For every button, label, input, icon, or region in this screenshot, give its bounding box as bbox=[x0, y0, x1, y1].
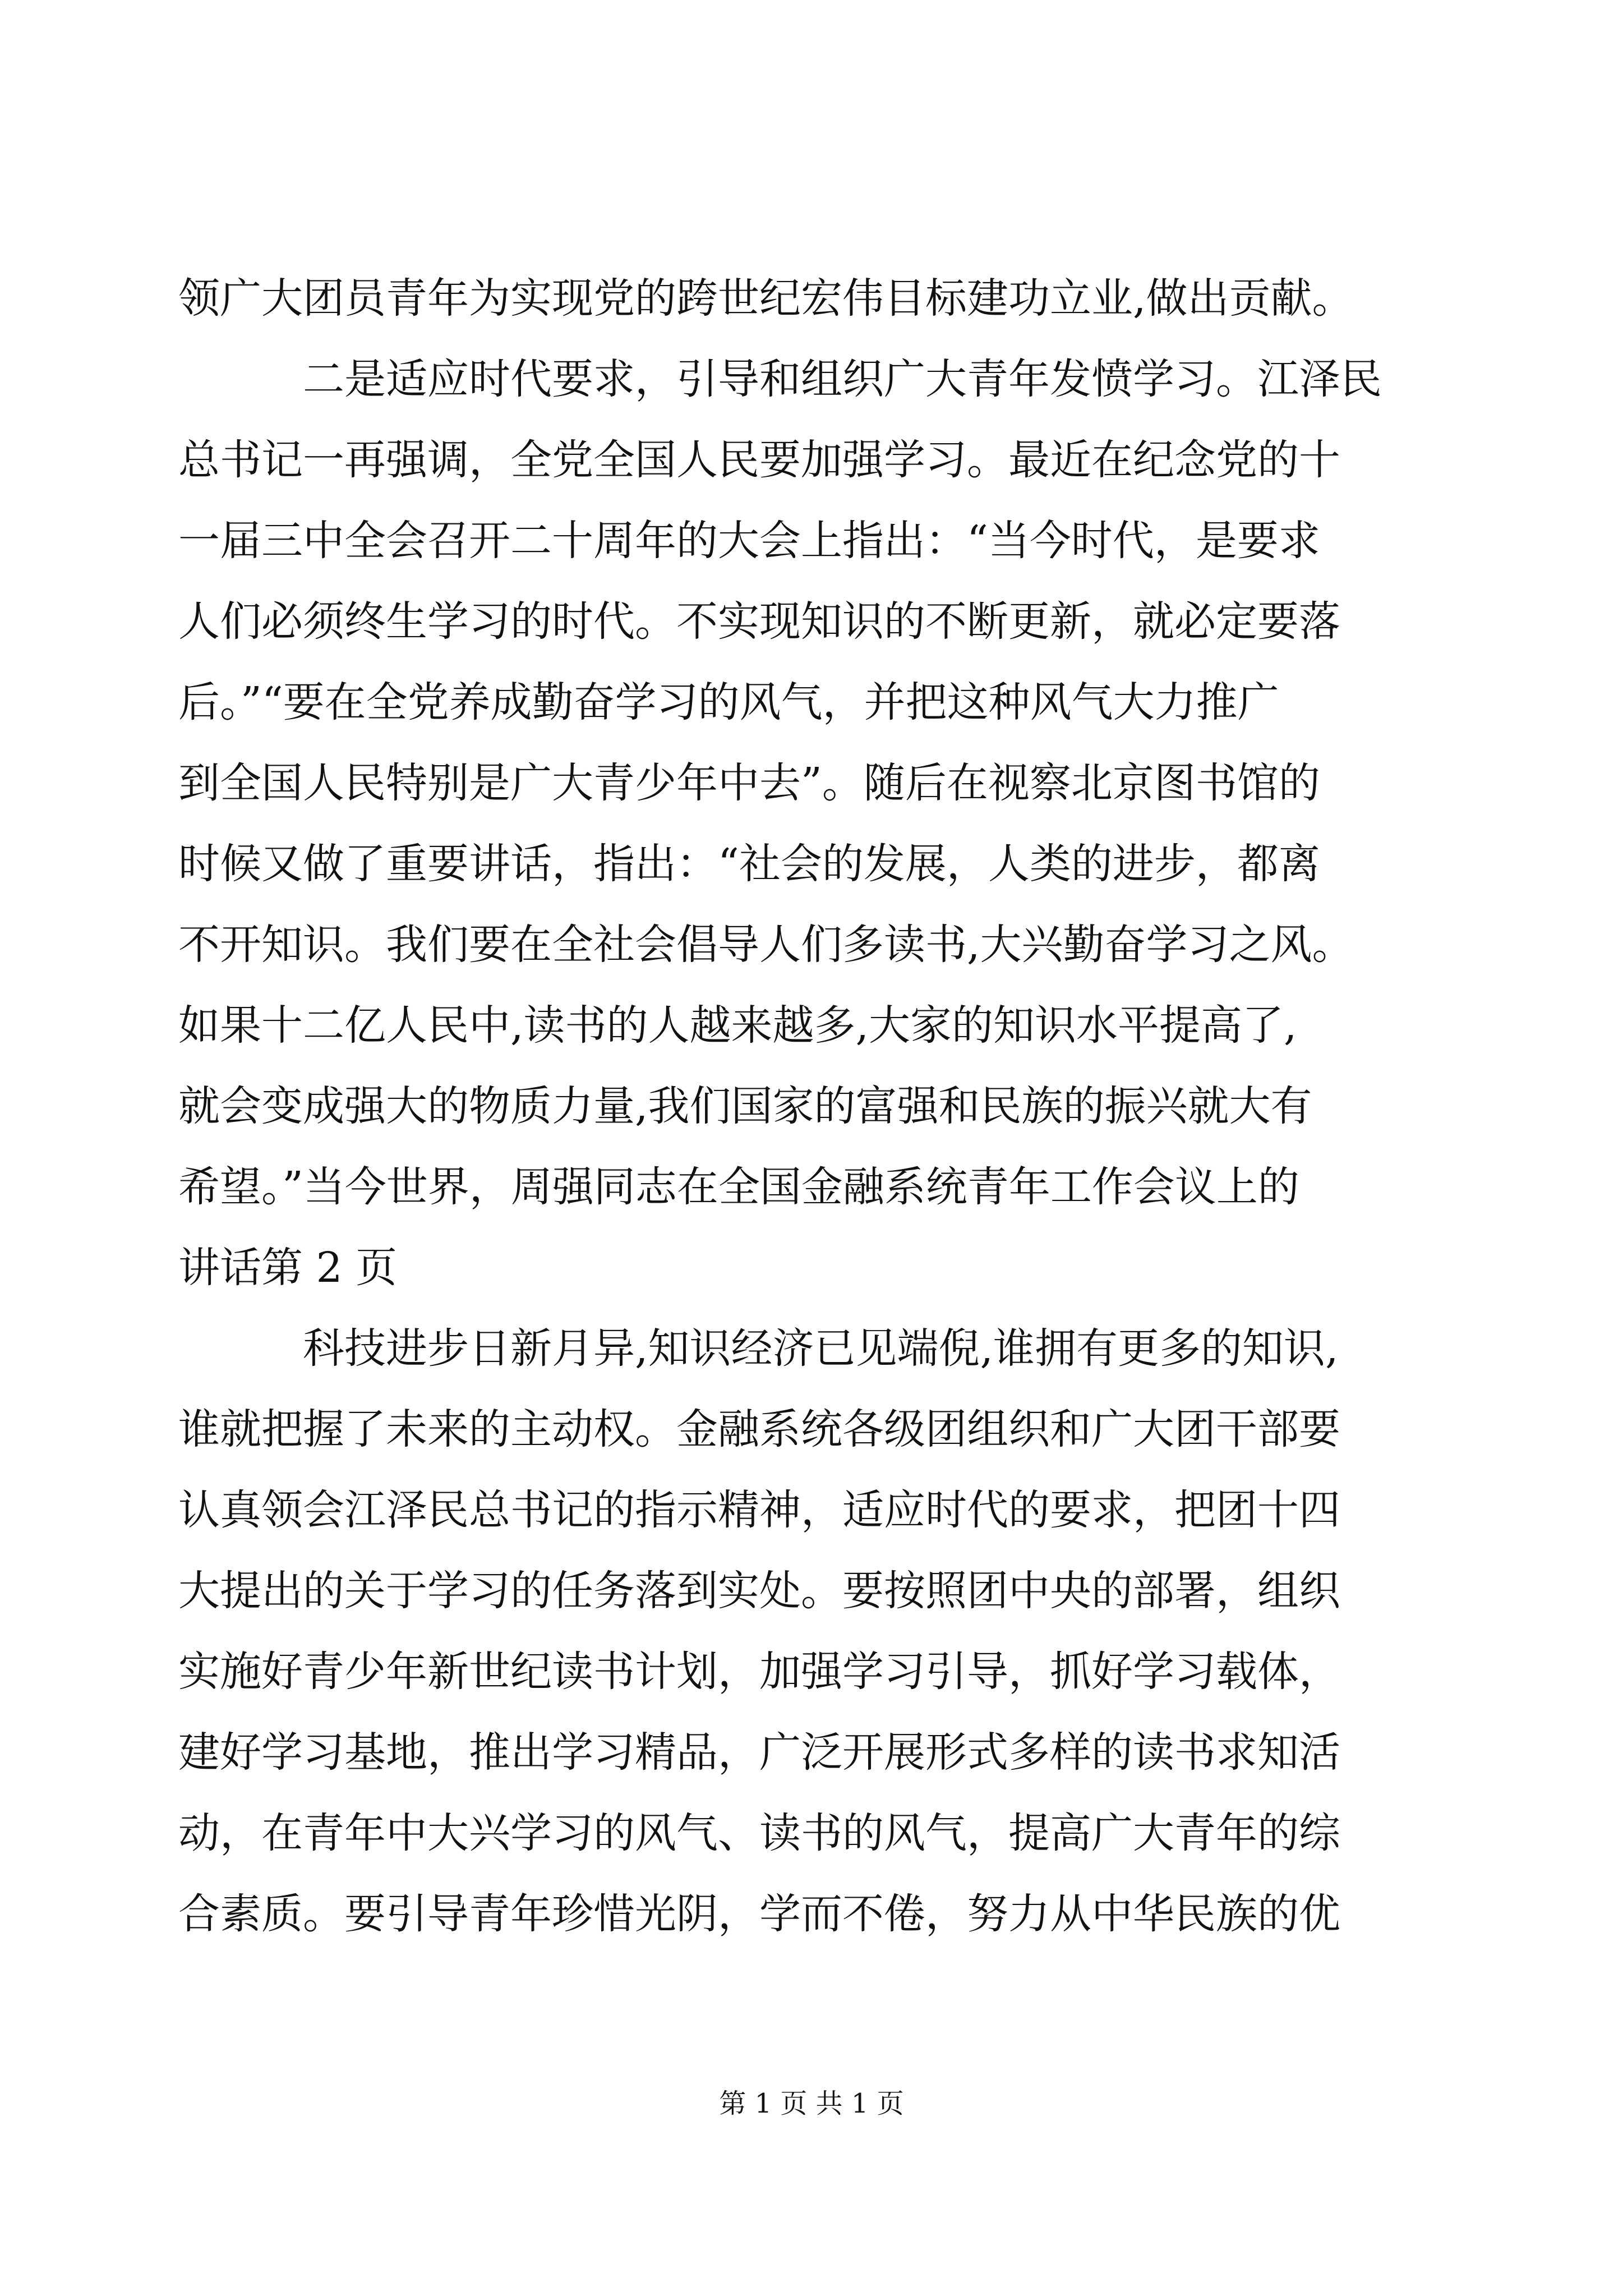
text-line: 到全国人民特别是广大青少年中去”。随后在视察北京图书馆的 bbox=[178, 759, 1320, 807]
text-line: 时候又做了重要讲话，指出：“社会的发展，人类的进步，都离 bbox=[178, 840, 1320, 888]
text-line: 动，在青年中大兴学习的风气、读书的风气，提高广大青年的综 bbox=[178, 1809, 1340, 1857]
text-line: 认真领会江泽民总书记的指示精神，适应时代的要求，把团十四 bbox=[178, 1486, 1340, 1534]
page-number-label: 第 1 页 共 1 页 bbox=[719, 2088, 904, 2119]
text-line: 大提出的关于学习的任务落到实处。要按照团中央的部署，组织 bbox=[178, 1567, 1340, 1615]
text-line-paragraph-start: 科技进步日新月异,知识经济已见端倪,谁拥有更多的知识, bbox=[303, 1324, 1339, 1373]
text-line: 人们必须终生学习的时代。不实现知识的不断更新，就必定要落 bbox=[178, 597, 1340, 646]
body-text bbox=[178, 258, 1446, 1954]
text-line: 领广大团员青年为实现党的跨世纪宏伟目标建功立业,做出贡献。 bbox=[178, 274, 1354, 323]
text-line: 一届三中全会召开二十周年的大会上指出：“当今时代，是要求 bbox=[178, 517, 1320, 565]
text-line: 实施好青少年新世纪读书计划，加强学习引导，抓好学习载体， bbox=[178, 1648, 1340, 1696]
text-line: 就会变成强大的物质力量,我们国家的富强和民族的振兴就大有 bbox=[178, 1082, 1312, 1130]
text-line: 后。”“要在全党养成勤奋学习的风气，并把这种风气大力推广 bbox=[178, 678, 1279, 726]
text-line: 希望。”当今世界，周强同志在全国金融系统青年工作会议上的 bbox=[178, 1163, 1299, 1211]
text-line: 不开知识。我们要在全社会倡导人们多读书,大兴勤奋学习之风。 bbox=[178, 921, 1354, 969]
text-line: 谁就把握了未来的主动权。金融系统各级团组织和广大团干部要 bbox=[178, 1405, 1340, 1453]
text-line: 讲话第 2 页 bbox=[178, 1244, 398, 1292]
text-line: 合素质。要引导青年珍惜光阴，学而不倦，努力从中华民族的优 bbox=[178, 1890, 1340, 1938]
page-footer bbox=[0, 2087, 1623, 2120]
text-line: 建好学习基地，推出学习精品，广泛开展形式多样的读书求知活 bbox=[178, 1728, 1340, 1777]
text-line-paragraph-start: 二是适应时代要求，引导和组织广大青年发愤学习。江泽民 bbox=[303, 355, 1382, 403]
text-line: 如果十二亿人民中,读书的人越来越多,大家的知识水平提高了, bbox=[178, 1001, 1297, 1050]
text-line: 总书记一再强调，全党全国人民要加强学习。最近在纪念党的十 bbox=[178, 436, 1340, 484]
